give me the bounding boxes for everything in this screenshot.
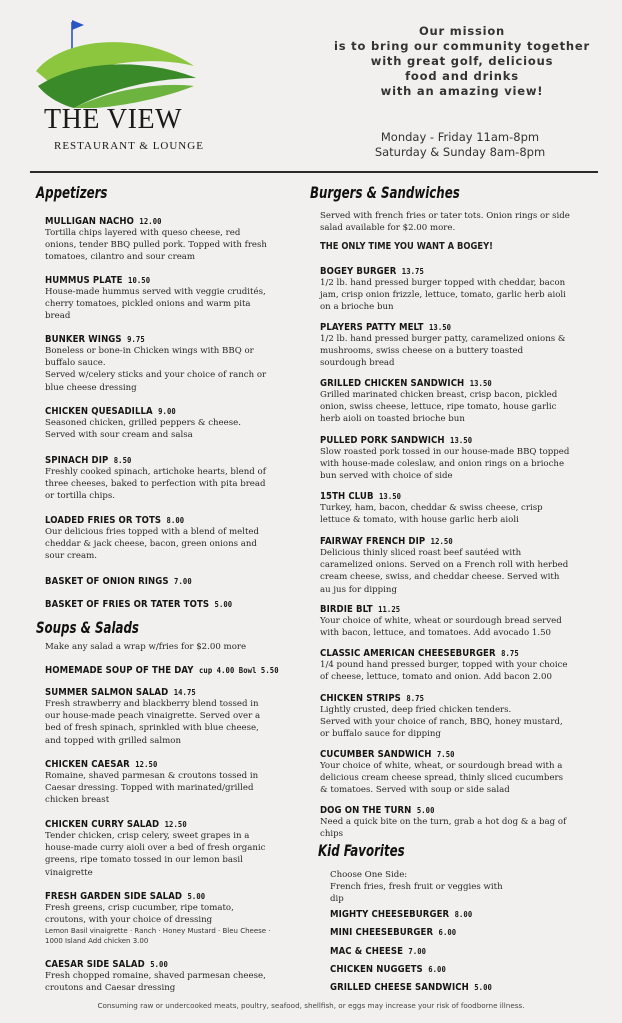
- item-desc: our house-made peach vinaigrette. Served over a: [45, 711, 261, 722]
- menu-item: [330, 982, 510, 993]
- item-name: CLASSIC AMERICAN CHEESEBURGER 8.75: [320, 648, 519, 659]
- item-desc: chips: [320, 829, 344, 840]
- item-desc: house-made curry aioli over a bed of fresh organic: [45, 843, 266, 854]
- item-name: LOADED FRIES OR TOTS 8.00: [45, 515, 185, 526]
- item-name: SPINACH DIP 8.50: [45, 455, 132, 466]
- menu-item: [45, 406, 241, 441]
- kids-title: Kid Favorites: [318, 841, 405, 860]
- opening-hours: [350, 130, 570, 160]
- hours-weekday: Monday - Friday 11am-8pm: [380, 130, 540, 144]
- item-name: 15TH CLUB 13.50: [320, 491, 402, 502]
- item-desc: Served with sour cream and salsa: [45, 430, 193, 441]
- item-desc: onions, tender BBQ pulled pork. Topped with fresh: [45, 240, 267, 251]
- item-desc: chicken breast: [45, 795, 110, 806]
- item-price: 12.50: [135, 760, 158, 769]
- item-name: FAIRWAY FRENCH DIP 12.50: [320, 536, 453, 547]
- item-price: 8.00: [166, 516, 185, 525]
- item-desc: 1/4 pound hand pressed burger, topped with your choice: [320, 660, 568, 670]
- item-price: 5.00: [150, 960, 168, 969]
- item-desc: onion, swiss cheese, lettuce, ripe tomato, house garlic: [320, 402, 557, 413]
- mission-line: Our mission: [418, 24, 506, 38]
- item-desc: Your choice of white, wheat, or sourdough bread with a: [320, 761, 563, 771]
- item-desc: croutons and Caesar dressing: [45, 983, 176, 994]
- item-desc: lettuce & tomato, with house garlic herb aioli: [320, 515, 519, 526]
- item-price: 13.50: [450, 436, 473, 445]
- item-desc: and topped with grilled salmon: [45, 735, 181, 746]
- item-name: CUCUMBER SANDWICH 7.50: [320, 749, 455, 760]
- menu-item: [330, 964, 459, 975]
- item-desc: cherry tomatoes, pickled onions and warm pita: [45, 299, 251, 310]
- item-name: PLAYERS PATTY MELT 13.50: [320, 322, 452, 333]
- menu-item: [320, 604, 562, 639]
- item-name: MIGHTY CHEESEBURGER 8.00: [330, 909, 473, 920]
- burgers-note: Served with french fries or tater tots. Onion rings or side salad available for $2.00 more.: [320, 211, 570, 233]
- item-name: MULLIGAN NACHO 12.00: [45, 216, 162, 227]
- item-desc: Delicious thinly sliced roast beef sautéed with: [320, 548, 522, 558]
- item-desc: Need a quick bite on the turn, grab a hot dog & a bag of: [320, 817, 567, 827]
- item-desc: Served with your choice of ranch, BBQ, honey mustard,: [320, 717, 563, 728]
- item-desc: Slow roasted pork tossed in our house-made BBQ topped: [320, 447, 570, 457]
- item-name: HOMEMADE SOUP OF THE DAY cup 4.00 Bowl 5.50: [45, 665, 279, 676]
- item-desc: croutons, with your choice of dressing: [45, 915, 213, 926]
- item-price: 5.00: [416, 806, 435, 815]
- menu-item: [320, 322, 566, 370]
- soups-title: Soups & Salads: [36, 618, 139, 637]
- menu-item: [320, 693, 563, 741]
- menu-item: [45, 275, 266, 323]
- item-desc: herb aioli on toasted brioche bun: [320, 414, 465, 425]
- item-desc: Romaine, shaved parmesan & croutons tossed in: [45, 771, 259, 781]
- item-price: 9.75: [127, 335, 145, 344]
- item-name: CHICKEN QUESADILLA 9.00: [45, 406, 176, 417]
- item-name: CHICKEN STRIPS 8.75: [320, 693, 425, 704]
- item-desc: of cheese, lettuce, tomato and onion. Add bacon 2.00: [320, 672, 552, 683]
- menu-item: [45, 759, 258, 807]
- item-desc: bed of fresh spinach, sprinkled with blue cheese,: [45, 723, 259, 734]
- item-price: 8.50: [113, 456, 132, 465]
- salad-note: Make any salad a wrap w/fries for $2.00 more: [45, 642, 247, 652]
- item-desc: three cheeses, baked to perfection with pita bread: [45, 479, 266, 490]
- menu-item: [45, 891, 271, 946]
- item-price: 8.75: [406, 694, 425, 703]
- item-price: 7.50: [436, 750, 455, 759]
- item-desc: or tortilla chips.: [45, 491, 116, 502]
- item-desc: or buffalo sauce for dipping: [320, 729, 441, 740]
- item-price: cup 4.00 Bowl 5.50: [198, 666, 279, 675]
- item-desc: blue cheese dressing: [45, 382, 137, 393]
- item-desc: caramelized onions. Served on a French roll with herbed: [320, 560, 569, 571]
- item-price: 10.50: [128, 276, 151, 285]
- item-desc: mushrooms, swiss cheese on a buttery toasted: [320, 346, 524, 357]
- item-desc: on a brioche bun: [320, 302, 394, 313]
- hours-weekend: Saturday & Sunday 8am-8pm: [374, 145, 546, 159]
- item-desc: Boneless or bone-in Chicken wings with BBQ or: [45, 346, 254, 356]
- menu-item: [320, 491, 543, 526]
- item-name: SUMMER SALMON SALAD 14.75: [45, 687, 196, 698]
- item-desc-small: 1000 Island Add chicken 3.00: [45, 937, 149, 946]
- item-name: DOG ON THE TURN 5.00: [320, 805, 435, 816]
- item-desc: Seasoned chicken, grilled peppers & cheese.: [45, 418, 241, 428]
- item-desc: with bacon, lettuce, and tomatoes. Add avocado 1.50: [320, 628, 552, 639]
- item-name: HUMMUS PLATE 10.50: [45, 275, 151, 286]
- item-desc: Our delicious fries topped with a blend of melted: [45, 527, 260, 537]
- item-desc: 1/2 lb. hand pressed burger topped with cheddar, bacon: [320, 278, 566, 288]
- item-desc: sourdough bread: [320, 358, 395, 369]
- menu-item: [45, 687, 260, 747]
- item-desc: Tortilla chips layered with queso cheese, red: [45, 228, 241, 238]
- menu-item: [45, 599, 253, 610]
- menu-item: [330, 946, 437, 957]
- item-desc: Grilled marinated chicken breast, crisp bacon, pickled: [320, 390, 558, 400]
- item-price: 12.50: [164, 820, 187, 829]
- item-name: CHICKEN CURRY SALAD 12.50: [45, 819, 187, 830]
- item-name: MINI CHEESEBURGER 6.00: [330, 927, 457, 938]
- item-desc-small: Lemon Basil vinaigrette · Ranch · Honey Mustard · Bleu Cheese ·: [45, 927, 271, 936]
- item-desc: Turkey, ham, bacon, cheddar & swiss cheese, crisp: [320, 503, 543, 513]
- menu-item: [320, 378, 557, 426]
- burgers-title: Burgers & Sandwiches: [310, 183, 460, 202]
- item-name: FRESH GARDEN SIDE SALAD 5.00: [45, 891, 206, 902]
- item-price: 6.00: [438, 928, 457, 937]
- menu-item: [330, 909, 488, 920]
- item-desc: Caesar dressing. Topped with marinated/grilled: [45, 783, 254, 794]
- item-desc: Served w/celery sticks and your choice of ranch or: [45, 370, 267, 381]
- item-name: BOGEY BURGER 13.75: [320, 266, 424, 277]
- item-price: 7.00: [408, 947, 427, 956]
- mission-statement: [312, 24, 612, 99]
- menu-item: [45, 216, 267, 264]
- item-desc: Your choice of white, wheat or sourdough bread served: [320, 616, 562, 626]
- item-desc: & tomatoes. Served with soup or side salad: [320, 785, 510, 796]
- burgers-tagline: THE ONLY TIME YOU WANT A BOGEY!: [320, 241, 493, 252]
- item-name: BUNKER WINGS 9.75: [45, 334, 145, 345]
- logo-title: THE VIEW: [44, 104, 182, 135]
- item-price: 5.00: [474, 983, 492, 992]
- menu-item: [45, 515, 259, 563]
- item-name: BASKET OF ONION RINGS 7.00: [45, 576, 192, 587]
- footer-disclaimer: Consuming raw or undercooked meats, poultry, seafood, shellfish, or eggs may increase your risk of foodborne illness.: [97, 1001, 525, 1010]
- menu-item: [45, 334, 266, 394]
- item-name: GRILLED CHEESE SANDWICH 5.00: [330, 982, 492, 993]
- item-desc: Fresh chopped romaine, shaved parmesan cheese,: [45, 971, 266, 981]
- item-name: CHICKEN CAESAR 12.50: [45, 759, 158, 770]
- item-price: 13.75: [401, 267, 424, 276]
- item-price: 9.00: [158, 407, 176, 416]
- kids-note: Choose One Side: French fries, fresh fruit or veggies with dip: [330, 870, 503, 904]
- item-price: 13.50: [378, 492, 402, 501]
- item-desc: House-made hummus served with veggie crudités,: [45, 287, 266, 297]
- item-desc: Fresh strawberry and blackberry blend tossed in: [45, 699, 259, 709]
- item-desc: Tender chicken, crisp celery, sweet grapes in a: [45, 831, 250, 841]
- menu-item: [320, 749, 563, 797]
- item-name: CAESAR SIDE SALAD 5.00: [45, 959, 168, 970]
- menu-item: [45, 665, 305, 676]
- item-name: GRILLED CHICKEN SANDWICH 13.50: [320, 378, 492, 389]
- item-desc: sour cream.: [45, 551, 97, 562]
- item-desc: cheddar & jack cheese, bacon, green onions and: [45, 539, 257, 550]
- item-price: 5.00: [214, 600, 233, 609]
- item-desc: buffalo sauce.: [45, 358, 106, 369]
- mission-line: food and drinks: [405, 69, 519, 83]
- item-desc: greens, ripe tomato tossed in our lemon basil: [45, 855, 243, 866]
- item-price: 8.75: [501, 649, 519, 658]
- menu-item: [45, 959, 266, 994]
- item-price: 14.75: [173, 688, 196, 697]
- item-desc: au jus for dipping: [320, 584, 397, 595]
- menu-item: [320, 266, 566, 314]
- item-desc: delicious cream cheese spread, thinly sliced cucumbers: [320, 773, 564, 784]
- item-desc: Fresh greens, crisp cucumber, ripe tomato,: [45, 903, 234, 913]
- menu-item: [320, 536, 568, 596]
- item-name: CHICKEN NUGGETS 6.00: [330, 964, 446, 975]
- item-price: 13.50: [469, 379, 492, 388]
- item-desc: vinaigrette: [45, 867, 93, 878]
- item-desc: jam, crisp onion frizzle, lettuce, tomato, garlic herb aioli: [320, 290, 566, 301]
- item-price: 6.00: [428, 965, 446, 974]
- item-desc: with house-made coleslaw, and onion rings on a brioche: [320, 459, 565, 470]
- mission-line: with great golf, delicious: [370, 54, 554, 68]
- item-name: BASKET OF FRIES OR TATER TOTS 5.00: [45, 599, 233, 610]
- appetizers-title: Appetizers: [36, 183, 108, 202]
- header-divider: [30, 171, 598, 173]
- logo-subtitle: RESTAURANT & LOUNGE: [54, 140, 204, 152]
- item-price: 12.50: [430, 537, 453, 546]
- item-desc: Freshly cooked spinach, artichoke hearts, blend of: [45, 467, 266, 477]
- item-name: PULLED PORK SANDWICH 13.50: [320, 435, 473, 446]
- menu-item: [330, 927, 470, 938]
- item-desc: tomatoes, cilantro and sour cream: [45, 252, 196, 263]
- item-price: 5.00: [187, 892, 206, 901]
- menu-item: [320, 435, 569, 483]
- mission-line: with an amazing view!: [380, 84, 544, 98]
- menu-item: [45, 819, 265, 879]
- item-price: 13.50: [428, 323, 452, 332]
- item-price: 12.00: [139, 217, 162, 226]
- mission-line: is to bring our community together: [333, 39, 590, 53]
- item-desc: 1/2 lb. hand pressed burger patty, caramelized onions &: [320, 334, 566, 344]
- item-desc: bun served with choice of side: [320, 471, 453, 482]
- menu-item: [45, 455, 266, 503]
- item-desc: cream cheese, swiss, and cheddar cheese. Served with: [320, 572, 560, 583]
- menu-item: [320, 805, 566, 840]
- menu-item: [320, 648, 568, 683]
- item-desc: Lightly crusted, deep fried chicken tenders.: [320, 705, 512, 715]
- item-name: MAC & CHEESE 7.00: [330, 946, 427, 957]
- item-name: BIRDIE BLT 11.25: [320, 604, 401, 615]
- item-desc: bread: [45, 311, 71, 322]
- item-price: 11.25: [378, 605, 401, 614]
- menu-item: [45, 576, 208, 587]
- item-price: 8.00: [454, 910, 473, 919]
- item-price: 7.00: [174, 577, 192, 586]
